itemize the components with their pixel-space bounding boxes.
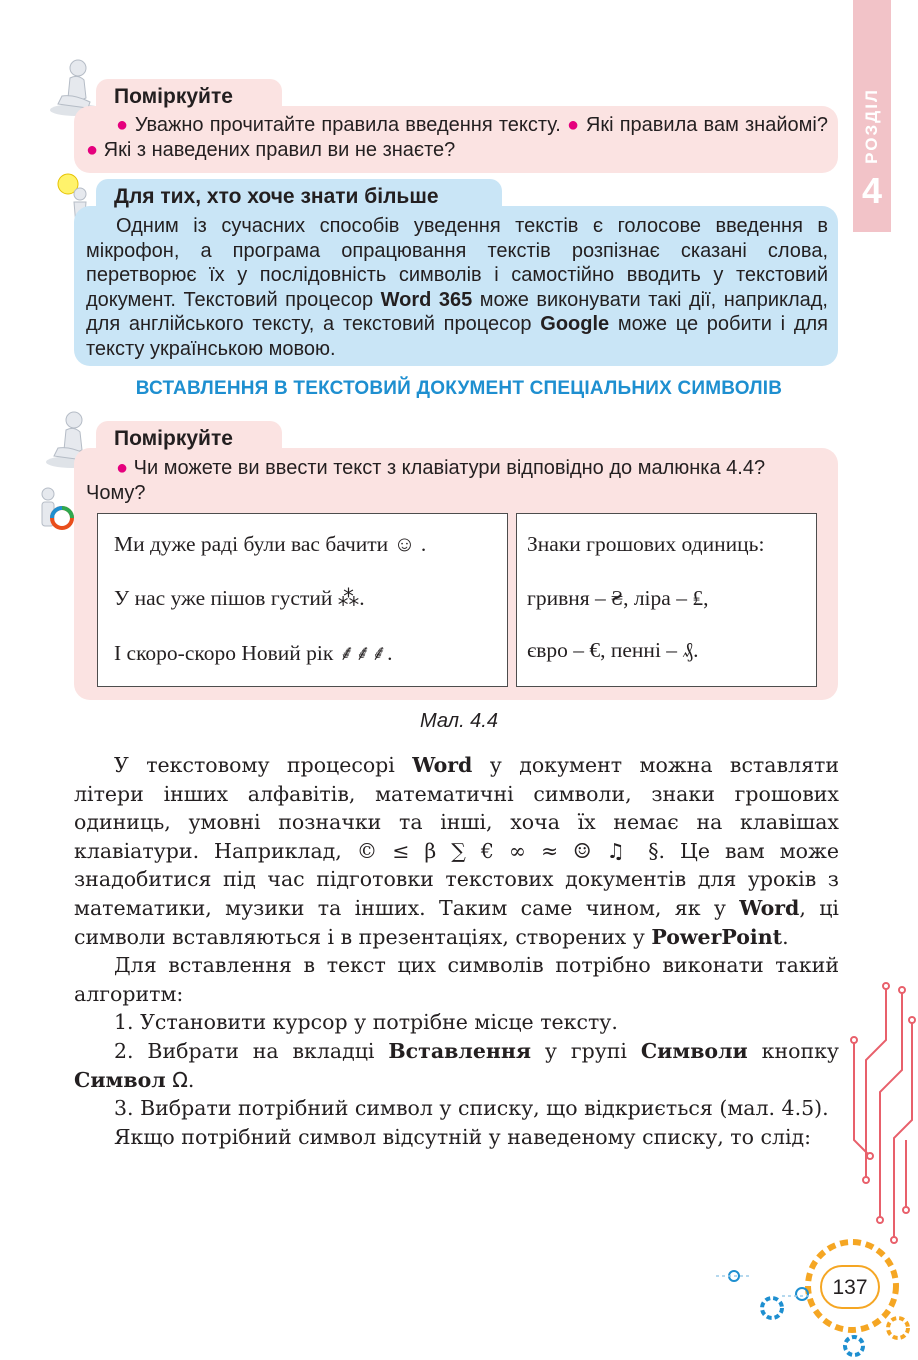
chapter-label: РОЗДІЛ <box>862 88 881 164</box>
think-box-text: ● Чи можете ви ввести текст з клавіатури відповідно до малюнка 4.4? Чому? <box>86 457 766 504</box>
think-box-title: Поміркуйте <box>96 421 282 455</box>
computer-task-icon <box>36 486 74 532</box>
more-info-title: Для тих, хто хоче знати більше <box>96 179 502 213</box>
step-1: 1. Установити курсор у потрібне місце тексту. <box>114 1010 618 1035</box>
figure-left-line: У нас уже пішов густий ⁂. <box>114 586 365 610</box>
figure-left-line: Ми дуже раді були вас бачити ☺ . <box>114 532 427 556</box>
figure-right-line: євро – €, пенні – ₰. <box>527 638 699 662</box>
figure-left-line: І скоро-скоро Новий рік ⸙⸙⸙. <box>114 641 393 665</box>
more-info-text: Одним із сучасних способів уведення текстів є голосове введення в мікрофон, а програма опрацювання текстів розпізнає сказані слова, перетворює їх у послідовність символів і самостійно вводить у текстовий документ. Текстовий процесор Word 365 може виконувати такі дії, наприклад, для англійського тексту, а текстовий процесор Google може це робити і для тексту українською мовою. <box>86 215 829 360</box>
step-3: 3. Вибрати потрібний символ у списку, що відкриється (мал. 4.5). <box>114 1096 829 1121</box>
paragraph: У текстовому процесорі Word у документ можна вставляти літери інших алфавітів, математичні символи, знаки грошових одиниць, умовні позначки та інші, хоча їх немає на клавішах клавіатури. Наприклад, © ≤ β ∑ € ∞ ≈ ☺ ♫ §. Це вам може знадобитися під час підготовки текстових документів для уроків з математики, музики та інших. Таким саме чином, як у Word, ці символи вставляються і в презентаціях, створених у PowerPoint. <box>74 753 840 949</box>
think-box-text: ● Уважно прочитайте правила введення тексту. ● Які правила вам знайомі? ● Які з наведених правил ви не знаєте? <box>86 114 828 161</box>
paragraph: Для вставлення в текст цих символів потрібно виконати такий алгоритм: <box>74 953 839 1006</box>
main-text <box>74 751 839 1151</box>
figure-caption: Мал. 4.4 <box>420 710 498 732</box>
think-box-title: Поміркуйте <box>96 79 282 113</box>
figure-right-line: Знаки грошових одиниць: <box>527 532 765 556</box>
chapter-number: 4 <box>861 170 883 211</box>
paragraph: Якщо потрібний символ відсутній у наведеному списку, то слід: <box>114 1124 812 1149</box>
gears-decoration-icon <box>712 1236 918 1360</box>
section-heading: ВСТАВЛЕННЯ В ТЕКСТОВИЙ ДОКУМЕНТ СПЕЦІАЛЬНИХ СИМВОЛІВ <box>135 378 783 399</box>
omega-icon: Ω <box>172 1067 188 1092</box>
figure-right-line: гривня – ₴, ліра – ₤, <box>527 586 709 610</box>
circuit-decoration-icon <box>846 980 918 1270</box>
page-number: 137 <box>820 1265 880 1309</box>
step-2: 2. Вибрати на вкладці Вставлення у групі Символи кнопку Символ Ω. <box>74 1038 839 1092</box>
